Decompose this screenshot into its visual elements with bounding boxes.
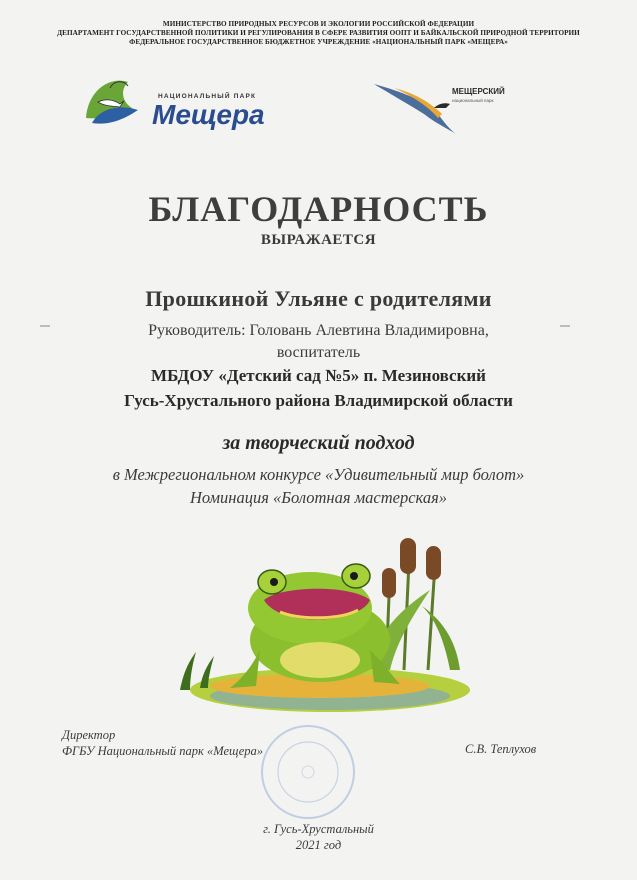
document-title: БЛАГОДАРНОСТЬ bbox=[148, 189, 489, 229]
header-ministry: МИНИСТЕРСТВО ПРИРОДНЫХ РЕСУРСОВ И ЭКОЛОГИИ РОССИЙСКОЙ ФЕДЕРАЦИИ bbox=[162, 20, 475, 28]
recipient-name: Прошкиной Ульяне с родителями bbox=[145, 286, 492, 311]
meshchera-logo bbox=[80, 68, 290, 138]
leader-line: Руководитель: Головань Алевтина Владимировна, bbox=[148, 322, 489, 339]
city: г. Гусь-Хрустальный bbox=[263, 822, 374, 836]
header-department: ДЕПАРТАМЕНТ ГОСУДАРСТВЕННОЙ ПОЛИТИКИ И РЕГУЛИРОВАНИЯ В СФЕРЕ РАЗВИТИЯ ООПТ И БАЙКАЛЬСКОЙ ПРИРОДНОЙ ТЕРРИТОРИИ bbox=[57, 29, 580, 37]
header bbox=[0, 20, 637, 47]
logo-left-caption: НАЦИОНАЛЬНЫЙ ПАРК bbox=[158, 93, 257, 100]
organization-line-1: МБДОУ «Детский сад №5» п. Мезиновский bbox=[151, 366, 486, 385]
signer-name: С.В. Теплухов bbox=[465, 742, 537, 756]
logo-right-name: МЕЩЕРСКИЙ bbox=[452, 87, 505, 96]
document-subtitle: ВЫРАЖАЕТСЯ bbox=[260, 232, 377, 248]
scan-mark bbox=[560, 325, 570, 327]
meshchersky-logo bbox=[372, 78, 522, 138]
logo-right-caption: национальный парк bbox=[452, 98, 494, 103]
leader-role: воспитатель bbox=[276, 344, 361, 361]
header-institution: ФЕДЕРАЛЬНОЕ ГОСУДАРСТВЕННОЕ БЮДЖЕТНОЕ УЧРЕЖДЕНИЕ «НАЦИОНАЛЬНЫЙ ПАРК «МЕЩЕРА» bbox=[129, 38, 508, 46]
frog-illustration bbox=[160, 520, 480, 720]
stamp-seal bbox=[248, 720, 368, 825]
organization-line-2: Гусь-Хрустального района Владимирской области bbox=[124, 391, 513, 410]
frog-icon bbox=[230, 564, 400, 688]
director-title: Директор bbox=[62, 728, 116, 742]
director-organization: ФГБУ Национальный парк «Мещера» bbox=[62, 744, 264, 758]
crane-logo-icon bbox=[374, 84, 456, 134]
nomination: Номинация «Болотная мастерская» bbox=[189, 488, 448, 507]
scan-mark bbox=[40, 325, 50, 327]
year: 2021 год bbox=[295, 838, 342, 852]
award-reason: за творческий подход bbox=[222, 432, 415, 454]
logo-left-name: Мещера bbox=[152, 99, 265, 130]
contest-name: в Межрегиональном конкурсе «Удивительный мир болот» bbox=[112, 465, 525, 484]
bird-logo-icon bbox=[86, 81, 138, 124]
